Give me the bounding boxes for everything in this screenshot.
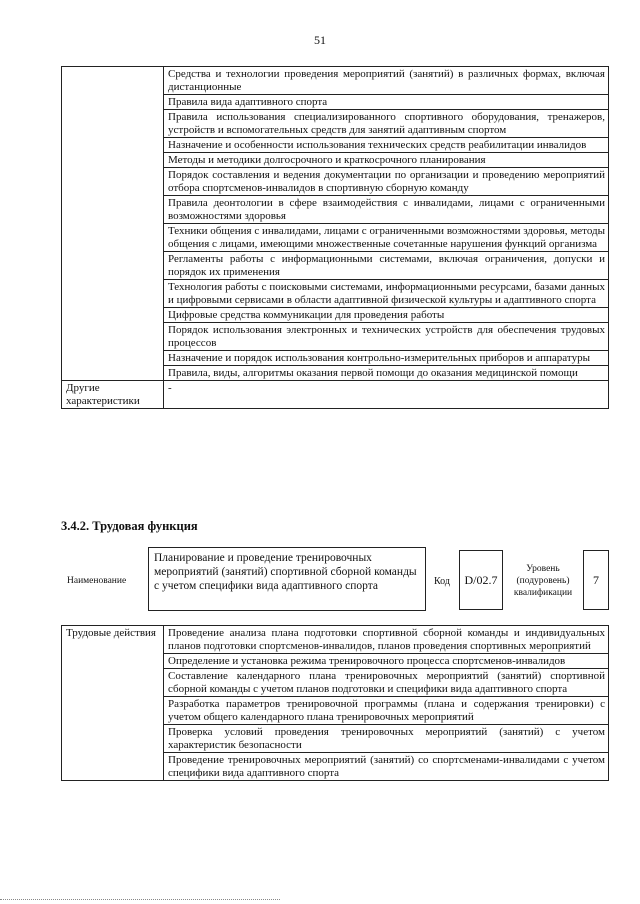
- row-text: Средства и технологии проведения мероприятий (занятий) в различных формах, включая дистанционные: [164, 67, 609, 95]
- table-row: [62, 381, 609, 409]
- row-text: Правила использования специализированного спортивного оборудования, тренажеров, устройств и вспомогательных средств для занятий адаптивным спортом: [164, 110, 609, 138]
- row-text: Назначение и порядок использования контрольно-измерительных приборов и аппаратуры: [164, 351, 609, 366]
- code-value-box: D/02.7: [459, 550, 503, 610]
- labor-action-text: Проведение тренировочных мероприятий (занятий) со спортсменами-инвалидами с учетом специфики вида адаптивного спорта: [164, 753, 609, 781]
- qualification-level-box: 7: [583, 550, 609, 610]
- function-name-box: Планирование и проведение тренировочных мероприятий (занятий) спортивной сборной команды с учетом специфики вида адаптивного спорта: [148, 547, 426, 611]
- row-text: Порядок использования электронных и технических устройств для обеспечения трудовых процессов: [164, 323, 609, 351]
- row-text: Назначение и особенности использования технических средств реабилитации инвалидов: [164, 138, 609, 153]
- row-text: Порядок составления и ведения документации по организации и проведению мероприятий отбора спортсменов-инвалидов в спортивную сборную команду: [164, 168, 609, 196]
- name-label: Наименование: [67, 576, 127, 586]
- row-text: Правила, виды, алгоритмы оказания первой помощи до оказания медицинской помощи: [164, 366, 609, 381]
- labor-action-text: Проведение анализа плана подготовки спортивной сборной команды и индивидуальных планов подготовки спортсменов-инвалидов, планов проведения спортивных мероприятий: [164, 626, 609, 654]
- row-text: Цифровые средства коммуникации для проведения работы: [164, 308, 609, 323]
- row-text: Техники общения с инвалидами, лицами с ограниченными возможностями здоровья, методы общения с лицами, имеющими множественные сочетанные нарушения функций организма: [164, 224, 609, 252]
- page-number: 51: [314, 33, 326, 47]
- labor-action-text: Разработка параметров тренировочной программы (плана и содержания тренировки) с учетом общего календарного плана тренировочных мероприятий: [164, 697, 609, 725]
- row-label: Другие характеристики: [62, 381, 164, 409]
- qualification-level-label: Уровень (подуровень) квалификации: [513, 564, 573, 598]
- section-title: 3.4.2. Трудовая функция: [61, 519, 198, 533]
- row-text: Правила деонтологии в сфере взаимодействия с инвалидами, лицами с ограниченными возможностями здоровья: [164, 196, 609, 224]
- labor-action-text: Составление календарного плана тренировочных мероприятий (занятий) спортивной сборной команды с учетом планов подготовки и специфики вида адаптивного спорта: [164, 669, 609, 697]
- row-text: -: [164, 381, 609, 409]
- table-row: [62, 67, 609, 95]
- row-text: Правила вида адаптивного спорта: [164, 95, 609, 110]
- labor-actions-table: [61, 625, 609, 781]
- labor-action-text: Определение и установка режима тренировочного процесса спортсменов-инвалидов: [164, 654, 609, 669]
- table-row: [62, 626, 609, 654]
- row-text: Регламенты работы с информационными системами, включая ограничения, допуски и порядок их применения: [164, 252, 609, 280]
- labor-action-text: Проверка условий проведения тренировочных мероприятий (занятий) с учетом характеристик безопасности: [164, 725, 609, 753]
- requirements-table: [61, 66, 609, 409]
- code-label: Код: [434, 576, 450, 587]
- row-text: Методы и методики долгосрочного и краткосрочного планирования: [164, 153, 609, 168]
- footer-rule: [0, 899, 280, 900]
- row-label-empty: [62, 67, 164, 381]
- labor-actions-label: Трудовые действия: [62, 626, 164, 781]
- row-text: Технология работы с поисковыми системами, информационными ресурсами, базами данных и цифровыми сервисами в области адаптивной физической культуры и адаптивного спорта: [164, 280, 609, 308]
